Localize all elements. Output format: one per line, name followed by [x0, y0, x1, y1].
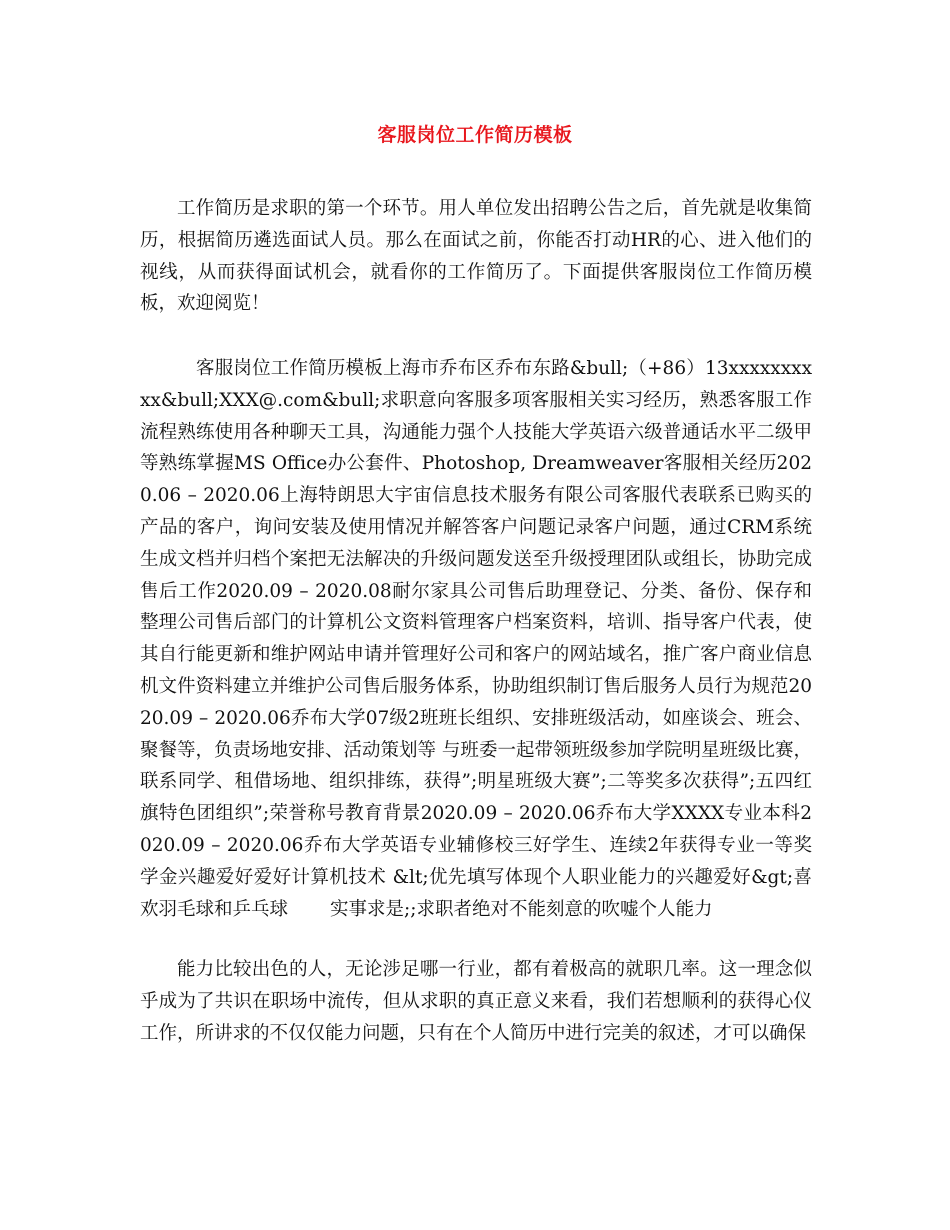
resume-template-text: 客服岗位工作简历模板上海市乔布区乔布东路&bull;（+86）13xxxxxxxxxx&bull;XXX@.com&bull;求职意向客服多项客服相关实习经历，熟悉客服工作流程熟练使用各种聊天工具，沟通能力强个人技能大学英语六级普通话水平二级甲等熟练掌握MS Office办公套件、Photoshop, Dreamweaver客服相关经历2020.06 – 2020.06上海特朗思大宇宙信息技术服务有限公司客服代表联系已购买的产品的客户，询问安装及使用情况并解答客户问题记录客户问题，通过CRM系统生成文档并归档个案把无法解决的升级问题发送至升级授理团队或组长，协助完成售后工作2020.09 – 2020.08耐尔家具公司售后助理登记、分类、备份、保存和整理公司售后部门的计算机公文资料管理客户档案资料，培训、指导客户代表，使其自行能更新和维护网站申请并管理好公司和客户的网站域名，推广客户商业信息机文件资料建立并维护公司售后服务体系，协助组织制订售后服务人员行为规范2020.09 – 2020.06乔布大学07级2班班长组织、安排班级活动，如座谈会、班会、聚餐等，负责场地安排、活动策划等 与班委一起带领班级参加学院明星班级比赛，联系同学、租借场地、组织排练，获得”;明星班级大赛”;二等奖多次获得”;五四红旗特色团组织”;荣誉称号教育背景2020.09 – 2020.06乔布大学XXXX专业本科2020.09 – 2020.06乔布大学英语专业辅修校三好学生、连续2年获得专业一等奖学金兴趣爱好爱好计算机技术 &lt;优先填写体现个人职业能力的兴趣爱好&gt;喜欢羽毛球和乒乓球: [140, 358, 812, 920]
ability-paragraph: 能力比较出色的人，无论涉足哪一行业，都有着极高的就职几率。这一理念似乎成为了共识在职场中流传，但从求职的真正意义来看，我们若想顺利的获得心仪工作，所讲求的不仅仅能力问题，只有在个人简历中进行完美的叙述，才可以确保: [140, 959, 812, 1044]
intro-paragraph: 工作简历是求职的第一个环节。用人单位发出招聘公告之后，首先就是收集简历，根据简历遴选面试人员。那么在面试之前，你能否打动HR的心、进入他们的视线，从而获得面试机会，就看你的工作简历了。下面提供客服岗位工作简历模板，欢迎阅览！: [140, 198, 812, 315]
document-title: 客服岗位工作简历模板: [377, 124, 573, 146]
honesty-heading: 实事求是;;求职者绝对不能刻意的吹嘘个人能力: [330, 898, 713, 920]
resume-template-paragraph: [140, 353, 812, 925]
